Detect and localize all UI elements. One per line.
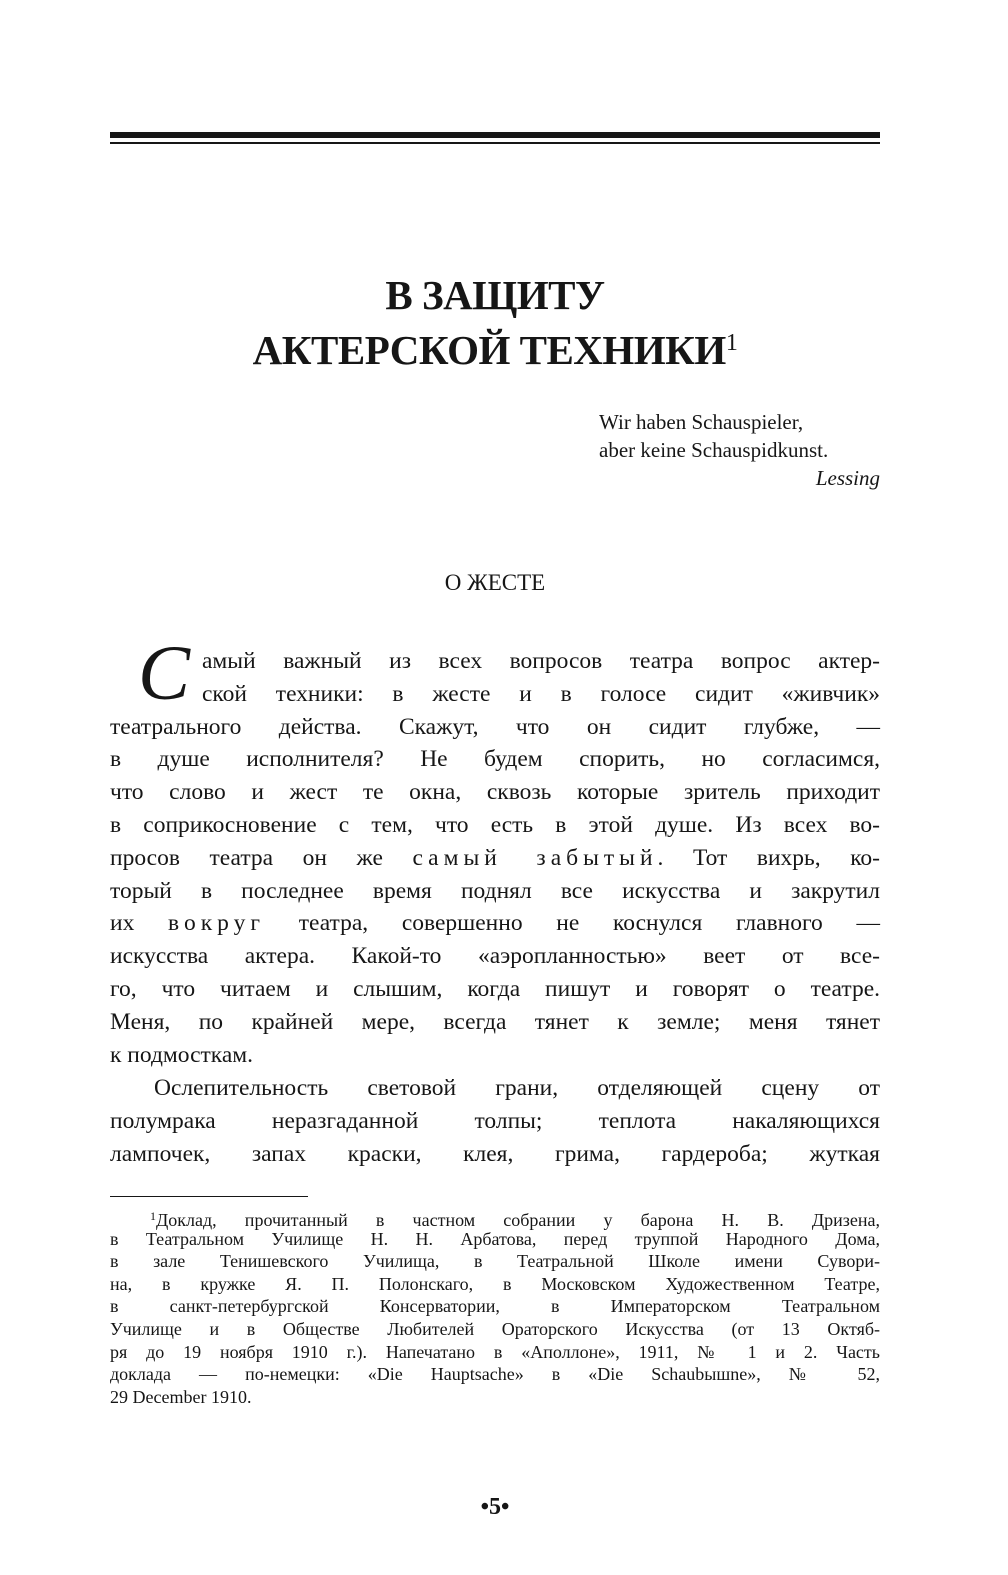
text-line: торый в последнее время поднял все искусства и закрутил	[110, 877, 880, 904]
footnote-line: ря до 19 ноября 1910 г.). Напечатано в «Аполлоне», 1911, № 1 и 2. Часть	[110, 1341, 880, 1362]
text-fragment: их	[110, 910, 135, 937]
paragraph-1	[110, 645, 880, 1071]
chapter-title-line-1	[110, 270, 880, 320]
text-line: амый важный из всех вопросов театра вопрос актер-	[202, 648, 880, 674]
epigraph-line-2: aber keine Schauspidkunst.	[599, 438, 829, 462]
title-footnote-mark[interactable]: 1	[725, 330, 738, 356]
text-line	[110, 842, 880, 875]
text-line: театрального действа. Скажут, что он сидит глубже, —	[110, 713, 880, 740]
text-line: ской техники: в жесте и в голосе сидит «живчик»	[202, 680, 880, 707]
page-number: •5•	[480, 1494, 510, 1520]
top-rule-thin	[110, 142, 880, 144]
text-line: к подмосткам.	[110, 1041, 254, 1068]
footnote-line: в санкт-петербургской Консерватории, в Императорском Театральном	[110, 1296, 880, 1317]
text-line: полумрака неразгаданной толпы; теплота накаляющихся	[110, 1107, 880, 1134]
footnote-line	[110, 1205, 880, 1228]
footnote-rule	[110, 1196, 308, 1197]
text-line: го, что читаем и слышим, когда пишут и говорят о театре.	[110, 975, 880, 1002]
text-fragment: театра, совершенно не коснулся главного —	[298, 910, 881, 937]
epigraph	[599, 408, 880, 492]
text-line: в соприкосновение с тем, что есть в этой душе. Из всех во-	[110, 811, 880, 838]
spaced-emphasis: самый забытый	[412, 844, 658, 871]
footnote-line: на, в кружке Я. П. Полонскаго, в Московском Художественном Театре,	[110, 1273, 880, 1294]
drop-cap: С	[138, 629, 191, 716]
text-line: Меня, по крайней мере, всегда тянет к земле; меня тянет	[110, 1008, 880, 1035]
text-line: Ослепительность световой грани, отделяющей сцену от	[154, 1075, 880, 1101]
epigraph-line-1: Wir haben Schauspieler,	[599, 410, 804, 434]
footnote-line: 29 December 1910.	[110, 1386, 252, 1407]
top-rule-thick	[110, 132, 880, 138]
text-line: искусства актера. Какой-то «аэропланностью» веет от все-	[110, 943, 880, 970]
footnote-line: Училище и в Обществе Любителей Ораторского Искусства (от 13 Октяб-	[110, 1318, 880, 1339]
text-line: лампочек, запах краски, клея, грима, гардероба; жуткая	[110, 1140, 880, 1167]
footnote-mark: 1	[150, 1209, 156, 1223]
text-fragment: . Тот вихрь, ко-	[657, 844, 880, 871]
paragraph-2	[110, 1072, 880, 1170]
section-title: О ЖЕСТЕ	[444, 570, 546, 595]
chapter-title-line-2	[110, 318, 880, 375]
chapter-title-text-2: АКТЕРСКОЙ ТЕХНИКИ	[252, 327, 726, 373]
footnote-text: Доклад, прочитанный в частном собрании у барона Н. В. Дризена,	[156, 1210, 880, 1230]
text-line	[110, 907, 880, 940]
epigraph-author: Lessing	[815, 466, 880, 490]
text-line: в душе исполнителя? Не будем спорить, но согласимся,	[110, 746, 880, 773]
text-fragment: просов театра он же	[110, 844, 383, 871]
chapter-title-text-1: В ЗАЩИТУ	[385, 272, 605, 318]
footnote-line: в Театральном Училище Н. Н. Арбатова, перед труппой Народного Дома,	[110, 1228, 880, 1249]
footnote-line: доклада — по-немецки: «Die Hauptsache» в «Die Schaubышne», № 52,	[110, 1364, 880, 1385]
spaced-emphasis: вокруг	[168, 910, 265, 937]
footnote-line: в зале Тенишевского Училища, в Театральной Школе имени Сувори-	[110, 1251, 880, 1272]
footnote	[110, 1205, 880, 1408]
text-line: что слово и жест те окна, сквозь которые зритель приходит	[110, 779, 880, 806]
